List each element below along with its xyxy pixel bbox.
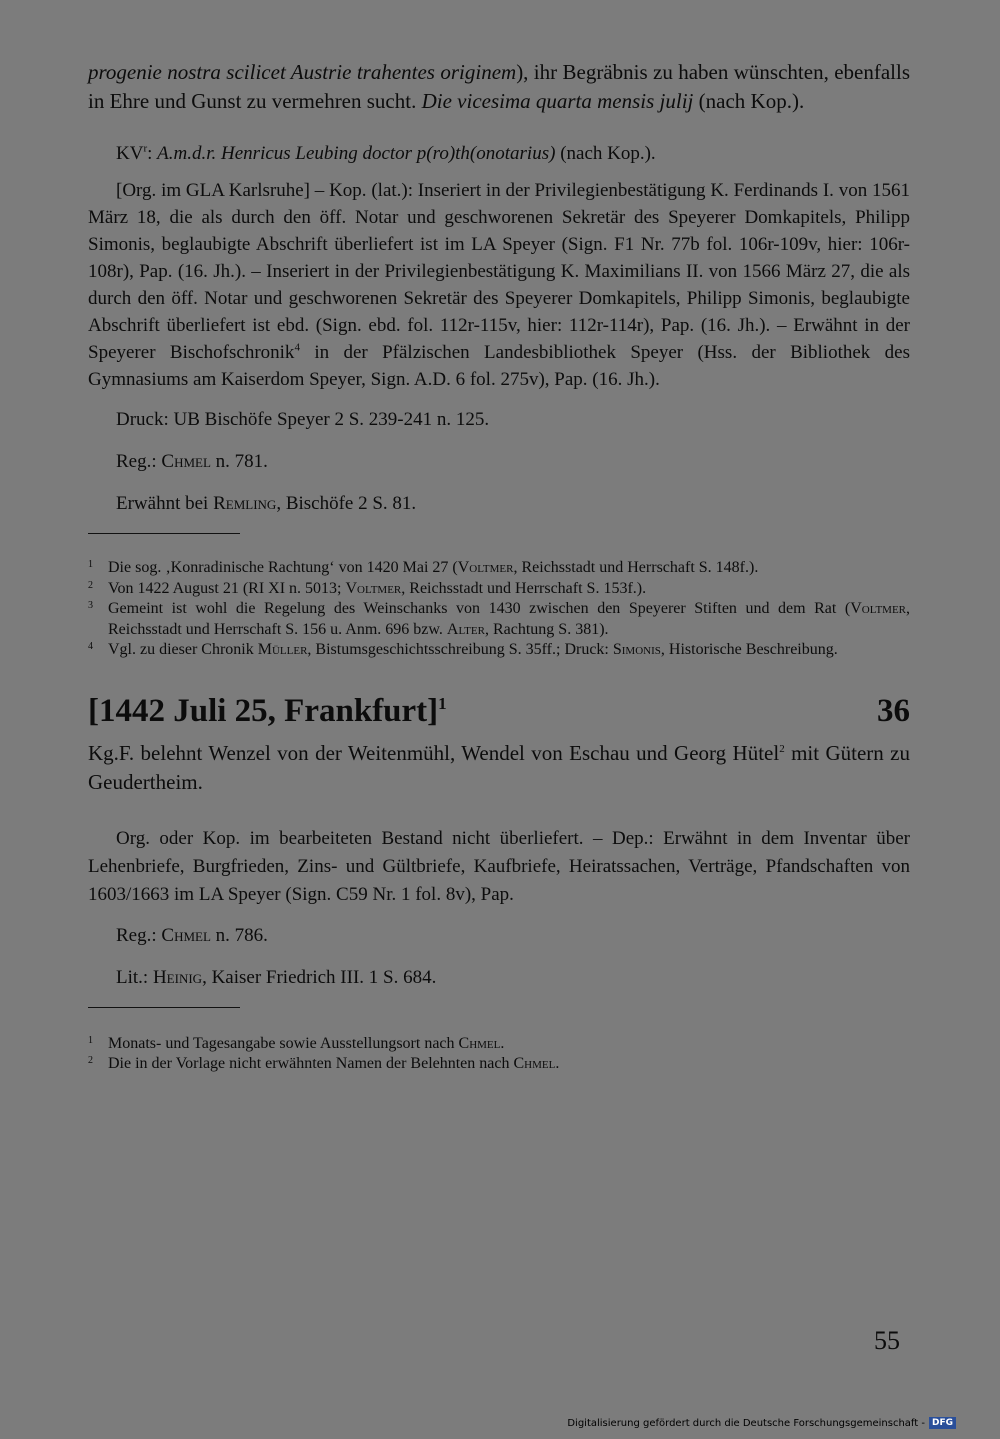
- author-name: Chmel: [161, 924, 211, 946]
- text-span: Monats- und Tagesangabe sowie Ausstellungsort nach: [108, 1034, 459, 1052]
- text-span: mit Gütern zu Geudertheim.: [88, 740, 910, 794]
- text-span: n. 781.: [210, 451, 268, 472]
- footnote: [88, 558, 910, 579]
- entry-heading: [88, 691, 910, 731]
- text-span: .: [555, 1055, 560, 1072]
- text-span: (nach Kop.).: [693, 89, 805, 113]
- kv-line: [88, 140, 910, 167]
- text-span: in der Pfälzischen Landesbibliothek Speyer (Hss. der Bibliothek des Gymnasiums am Kaiserdom Speyer, Sign. A.D. 6 fol. 275v), Pap. (16. Jh.).: [88, 342, 910, 390]
- text-span: Reg.:: [116, 924, 162, 946]
- credit-text: Digitalisierung gefördert durch die Deutsche Forschungsgemeinschaft -: [567, 1417, 925, 1429]
- author-name: Müller: [257, 641, 308, 658]
- erwaehnt-line: [88, 490, 910, 517]
- digitization-credit: [567, 1417, 956, 1429]
- author-name: Heinig: [152, 966, 203, 988]
- author-name: Voltmer: [457, 559, 514, 576]
- footnote: [88, 599, 910, 640]
- entry-title: [88, 691, 447, 731]
- kv-label: KV: [116, 143, 144, 164]
- kv-note: A.m.d.r. Henricus Leubing doctor p(ro)th(onotarius): [157, 143, 556, 164]
- text-span: , Reichsstadt und Herrschaft S. 153f.).: [401, 579, 647, 597]
- text-span: Reg.:: [116, 451, 162, 472]
- footnote-number: 2: [88, 1055, 93, 1066]
- entry-summary: [88, 739, 910, 797]
- text-span: , Bistumsgeschichtsschreibung S. 35ff.; Druck:: [307, 641, 613, 658]
- text-span: , Reichsstadt und Herrschaft S. 156 u. Anm. 696 bzw.: [108, 600, 910, 638]
- latin-quote: progenie nostra scilicet Austrie trahentes originem: [88, 60, 517, 84]
- text-span: , Kaiser Friedrich III. 1 S. 684.: [202, 966, 437, 988]
- author-name: Chmel: [161, 451, 211, 472]
- footnotes-section-1: [88, 558, 910, 661]
- footnote-number: 1: [88, 1034, 93, 1046]
- author-name: Remling: [213, 493, 277, 514]
- text-span: :: [147, 143, 158, 164]
- text-span: , Historische Beschreibung.: [660, 641, 838, 658]
- footnote-text: [108, 640, 910, 661]
- text-span: Die sog. ‚Konradinische Rachtung‘ von 1420 Mai 27 (: [108, 559, 458, 576]
- text-span: Von 1422 August 21 (RI XI n. 5013;: [108, 579, 346, 597]
- author-name: Simonis: [612, 641, 661, 658]
- entry-title-text: [1442 Juli 25, Frankfurt]: [88, 692, 439, 729]
- text-span: Kg.F. belehnt Wenzel von der Weitenmühl, Wendel von Eschau und Georg Hütel: [88, 740, 780, 765]
- text-span: Erwähnt bei: [116, 493, 214, 514]
- dfg-logo: DFG: [929, 1417, 956, 1429]
- author-name: Chmel: [458, 1034, 501, 1052]
- text-span: (nach Kop.).: [555, 143, 656, 164]
- reg-line: [88, 448, 910, 475]
- author-name: Voltmer: [345, 579, 402, 597]
- footnote-text: [108, 599, 910, 640]
- author-name: Chmel: [513, 1055, 556, 1072]
- footnote: [88, 579, 910, 600]
- footnote-number: 1: [88, 559, 93, 570]
- footnote: [88, 1034, 910, 1055]
- text-span: [Org. im GLA Karlsruhe] – Kop. (lat.): Inseriert in der Privilegienbestätigung K. Ferdinands I. von 1561 März 18, die als durch den öff. Notar und geschworenen Sekretär des Speyerer Domkapitels, Philipp Simonis, beglaubigte Abschrift überliefert ist im LA Speyer (Sign. F1 Nr. 77b fol. 106r-109v, hier: 106r-108r), Pap. (16. Jh.). – Inseriert in der Privilegienbestätigung K. Maximilians II. von 1566 März 27, die als durch den öff. Notar und geschworenen Sekretär des Speyerer Domkapitels, Philipp Simonis, beglaubigte Abschrift überliefert ist ebd. (Sign. ebd. fol. 112r-115v, hier: 112r-114r), Pap. (16. Jh.). – Erwähnt in der Speyerer Bischofschronik: [88, 180, 910, 363]
- page-content: [88, 58, 910, 1075]
- page-number: 55: [874, 1326, 900, 1355]
- footnote-ref: 1: [438, 693, 447, 713]
- text-span: .: [500, 1034, 505, 1052]
- footnote-number: 4: [88, 641, 93, 652]
- author-name: Alter: [446, 620, 485, 638]
- tradition-paragraph: [88, 177, 910, 393]
- text-continuation: [88, 58, 910, 116]
- footnote-text: [108, 1034, 910, 1055]
- footnote-ref: 4: [294, 341, 300, 354]
- text-span: ), ihr Begräbnis zu haben wünschten, ebenfalls in Ehre und Gunst zu vermehren sucht.: [88, 60, 910, 113]
- footnotes-section-2: [88, 1034, 910, 1075]
- entry-tradition: Org. oder Kop. im bearbeiteten Bestand nicht überliefert. – Dep.: Erwähnt in dem Inventar über Lehenbriefe, Burgfrieden, Zins- und Gültbriefe, Kaufbriefe, Heiratssachen, Verträge, Pfandschaften von 1603/1663 im LA Speyer (Sign. C59 Nr. 1 fol. 8v), Pap.: [88, 827, 910, 905]
- footnote: [88, 1054, 910, 1075]
- entry-reg-line: [88, 922, 910, 949]
- footnote-text: [108, 579, 910, 600]
- footnote-number: 3: [88, 600, 93, 611]
- text-span: Die in der Vorlage nicht erwähnten Namen der Belehnten nach: [108, 1055, 514, 1072]
- entry-lit-line: [88, 964, 910, 991]
- footnote-text: [108, 1054, 910, 1075]
- footnote-ref: 2: [779, 742, 785, 755]
- text-span: , Bischöfe 2 S. 81.: [276, 493, 417, 514]
- druck-line: Druck: UB Bischöfe Speyer 2 S. 239-241 n. 125.: [116, 409, 490, 430]
- footnote-text: [108, 558, 910, 579]
- text-span: , Rachtung S. 381).: [484, 620, 609, 638]
- footnote-divider: [88, 533, 240, 534]
- text-span: n. 786.: [210, 924, 268, 946]
- footnote: [88, 640, 910, 661]
- entry-number: 36: [877, 692, 910, 729]
- text-span: , Reichsstadt und Herrschaft S. 148f.).: [513, 559, 759, 576]
- kv-superscript: r: [143, 142, 148, 155]
- text-span: Gemeint ist wohl die Regelung des Weinschanks von 1430 zwischen den Speyerer Stiften und dem Rat (: [108, 600, 851, 617]
- footnote-number: 2: [88, 579, 93, 591]
- author-name: Voltmer: [850, 600, 906, 617]
- footnote-divider: [88, 1007, 240, 1008]
- text-span: Lit.:: [116, 966, 153, 988]
- text-span: Vgl. zu dieser Chronik: [108, 641, 258, 658]
- latin-date: Die vicesima quarta mensis julij: [421, 89, 694, 113]
